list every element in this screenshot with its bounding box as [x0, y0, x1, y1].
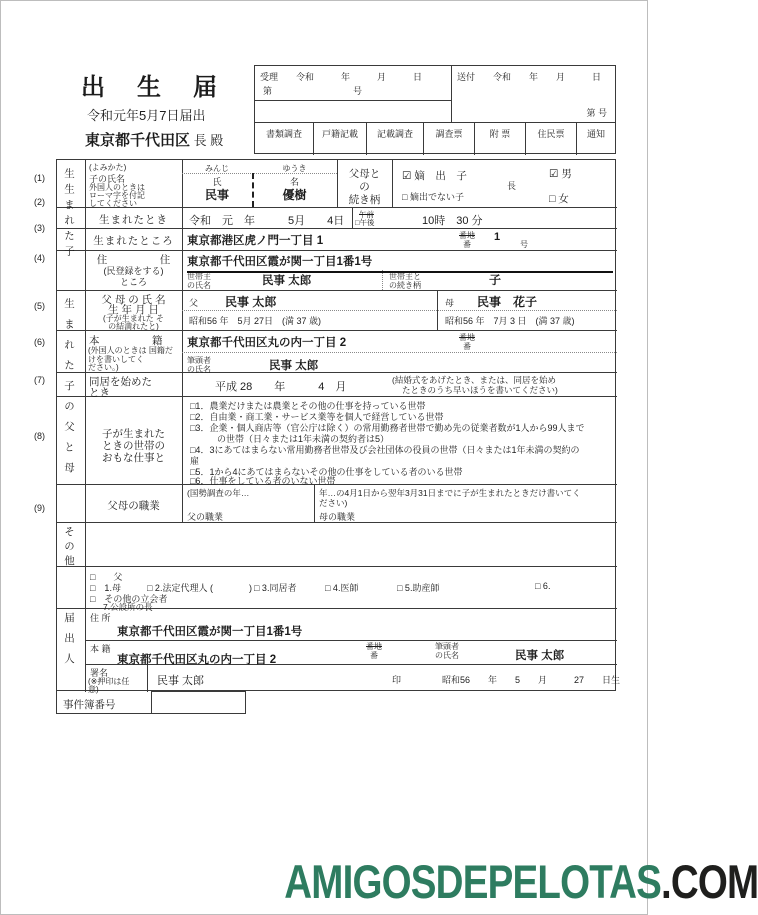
site-logo	[284, 855, 758, 908]
witness-cohabitant-checkbox[interactable]: □ 3.同居者	[254, 583, 297, 593]
recipient-suffix: 長 殿	[193, 133, 224, 148]
witness-other6-checkbox[interactable]: □ 6.	[535, 581, 551, 591]
sei-value[interactable]: 民事	[204, 188, 229, 202]
checked-checkbox-icon[interactable]: ☑	[549, 168, 559, 180]
stamp-juminhyo: 住民票	[526, 123, 577, 155]
form-title: 出 生 届	[81, 74, 221, 101]
checkbox-male[interactable]	[549, 166, 572, 181]
submit-date: 令和元年5月7日届出	[87, 108, 206, 123]
address-label-3: ところ	[119, 277, 147, 287]
margin-5: (5)	[34, 301, 45, 311]
go-label: 号	[520, 240, 528, 249]
empty-checkbox-icon[interactable]: □	[402, 192, 408, 202]
stamp-shorui: 書類調査	[255, 123, 314, 155]
mei-value[interactable]: 優樹	[282, 188, 307, 202]
recipient-city: 東京都千代田区	[85, 132, 191, 149]
mother-occupation-label[interactable]: 母の職業	[319, 512, 356, 522]
address-label-1: 住 住	[96, 254, 171, 266]
main-table	[56, 159, 621, 694]
householder-relation-label-1: 世帯主と	[389, 272, 421, 281]
stamp-row	[255, 122, 615, 155]
honseki-ban-label: 番	[463, 342, 471, 351]
witness-mother-checkbox[interactable]: □ 1.母	[90, 583, 121, 593]
margin-1: (1)	[34, 173, 45, 183]
stamp-tsuchi: 通知	[586, 129, 605, 139]
signature-value[interactable]: 民事 太郎	[157, 675, 205, 687]
checkbox-legitimate-child[interactable]	[402, 168, 467, 183]
work-option-5[interactable]: □5．1から4にあてはまらないその他の仕事をしている者のいる世帯	[190, 467, 463, 477]
father-dob[interactable]: 昭和56 年 5月 27日 (満 37 歳)	[189, 316, 322, 326]
occupation-note-2b: ださい)	[319, 498, 348, 508]
mei-label: 名	[289, 177, 299, 187]
father-name[interactable]: 民事 太郎	[225, 295, 277, 309]
parents-label-2: 生 年 月 日	[108, 304, 159, 316]
hittousha-label-1: 筆頭者	[187, 356, 211, 365]
work-option-3b: の世帯（日々または1年未満の契約者は5）	[190, 434, 390, 444]
side-label-notifier: 届出人	[63, 612, 75, 674]
witness-father-checkbox[interactable]: □ 父	[90, 572, 123, 582]
empty-checkbox-icon[interactable]: □	[549, 193, 556, 205]
notifier-hittousha-label-2: の氏名	[435, 651, 459, 660]
child-name-label-4: してください	[89, 199, 137, 208]
logo-text-dark: .COM	[661, 855, 758, 908]
work-option-6[interactable]: □6．仕事をしている者のいない世帯	[190, 476, 336, 486]
checkbox-illegitimate-child[interactable]	[402, 190, 464, 203]
witness-public-office-label: 7.公設所の長	[103, 602, 153, 612]
birth-time-clock[interactable]: 10時 30 分	[422, 215, 483, 227]
notifier-hittousha-value[interactable]: 民事 太郎	[515, 650, 565, 662]
case-number-label: 事件簿番号	[63, 699, 116, 711]
notifier-honseki-label: 本 籍	[90, 644, 111, 654]
relation-label-1: 父母と	[348, 168, 381, 180]
logo-text-green: AMIGOSDEPELOTAS	[284, 855, 662, 908]
notifier-ban-label: 番	[370, 651, 378, 660]
parents-label-3: (子が生まれた そ	[103, 314, 164, 323]
parents-label-4: の結満れたと)	[108, 322, 159, 331]
notifier-address-value[interactable]: 東京都千代田区霞が関一丁目1番1号	[117, 626, 303, 638]
sofu-line1: 送付 令和 年 月 日	[457, 72, 602, 82]
stamp-chosa: 調査票	[424, 123, 475, 155]
notifier-hittousha-label-1: 筆頭者	[435, 642, 459, 651]
occupation-label: 父母の職業	[107, 500, 160, 512]
cohabit-label-1: 同居を始めた	[89, 376, 152, 388]
legitimate-child-label: 嫡 出 子	[414, 170, 467, 182]
notifier-address-label: 住 所	[90, 613, 111, 623]
checked-checkbox-icon[interactable]: ☑	[402, 170, 412, 182]
furigana-sei: みんじ	[205, 164, 229, 173]
male-label: 男	[561, 168, 572, 180]
father-occupation-label[interactable]: 父の職業	[187, 512, 224, 522]
householder-label-1: 世帯主	[187, 272, 211, 281]
margin-9: (9)	[34, 503, 45, 513]
ban-label: 番	[463, 240, 471, 249]
work-option-1[interactable]: □1．農業だけまたは農業とその他の仕事を持っている世帯	[190, 401, 426, 411]
honseki-label-3: けを書いしてく	[88, 355, 144, 364]
female-label: 女	[558, 193, 569, 205]
sofu-daigo: 第 号	[586, 108, 607, 118]
recipient	[85, 129, 223, 150]
yomikata-label: (よみかた)	[89, 163, 127, 172]
am-label[interactable]: 午前	[359, 210, 374, 219]
work-label-3: おもな仕事と	[102, 452, 165, 464]
cohabit-note-2: たときのうち早いほうを書いてください)	[402, 385, 558, 395]
work-label-1: 子が生まれた	[102, 428, 165, 440]
notifier-honseki-value[interactable]: 東京都千代田区丸の内一丁目 2	[117, 654, 277, 666]
witness-legal-rep-checkbox[interactable]: □ 2.法定代理人 ( )	[147, 583, 252, 593]
reception-table	[254, 65, 616, 154]
address-value[interactable]: 東京都千代田区霞が関一丁目1番1号	[187, 253, 613, 273]
parents-label-1: 父 母 の 氏 名	[101, 294, 166, 306]
notifier-dob[interactable]: 昭和56 年 5 月 27 日生	[442, 675, 621, 685]
relation-label-2: の	[359, 181, 370, 193]
checkbox-female[interactable]	[549, 191, 569, 206]
birth-place-label: 生まれたところ	[93, 235, 174, 247]
witness-midwife-checkbox[interactable]: □ 5.助産師	[397, 583, 440, 593]
honseki-label-1: 本 籍	[89, 335, 163, 347]
notifier-banchi-struck: 番地	[366, 642, 382, 651]
child-name-label-1: 子の氏名	[89, 174, 126, 184]
juri-line2: 第 号	[263, 86, 363, 96]
birth-time-label: 生まれたとき	[99, 214, 168, 226]
banchi-struck: 番地	[459, 231, 475, 240]
birth-time-value[interactable]: 令和 元 年 5月 4日	[189, 215, 345, 227]
case-number-cell	[56, 691, 151, 714]
father-label: 父	[189, 298, 199, 308]
margin-4: (4)	[34, 253, 45, 263]
mother-dob[interactable]: 昭和56 年 7月 3 日 (満 37 歳)	[445, 316, 575, 326]
stamp-fuhyo: 附 票	[475, 123, 526, 155]
sei-label: 氏	[212, 177, 222, 187]
householder-relation-value[interactable]: 子	[489, 273, 502, 287]
witness-other-attendant-checkbox[interactable]: □ その他の立会者	[90, 594, 168, 604]
child-name-label-2: 外国人のときは	[89, 183, 145, 192]
mother-name[interactable]: 民事 花子	[477, 295, 538, 309]
householder-value[interactable]: 民事 太郎	[262, 275, 312, 287]
householder-label-2: の氏名	[187, 281, 211, 290]
stamp-koseki: 戸籍記載	[314, 123, 367, 155]
honseki-label-4: ださい。)	[88, 363, 119, 372]
margin-6: (6)	[34, 337, 45, 347]
banchi-number[interactable]: 1	[494, 231, 501, 243]
side-label-other: その他	[63, 526, 75, 570]
illegitimate-child-label: 嫡出でない子	[409, 192, 464, 202]
birth-place-value[interactable]: 東京都港区虎ノ門一丁目 1	[187, 235, 324, 247]
mother-label: 母	[445, 298, 455, 308]
signature-note-1: (※押印は任	[88, 677, 130, 686]
occupation-note-1: (国勢調査の年…	[187, 488, 250, 498]
witness-doctor-checkbox[interactable]: □ 4.医師	[325, 583, 359, 593]
work-label-2: ときの世帯の	[102, 440, 165, 452]
work-option-4b: 雇	[190, 456, 200, 466]
signature-note-2: 意)	[88, 685, 99, 694]
occupation-note-2a: 年…の4月1日から翌年3月31日までに子が生まれたときだけ書いてく	[319, 488, 581, 498]
work-option-2[interactable]: □2．自由業・商工業・サービス業等を個人で経営している世帯	[190, 412, 444, 422]
margin-3: (3)	[34, 223, 45, 233]
margin-7: (7)	[34, 375, 45, 385]
furigana-mei: ゆうき	[282, 164, 307, 173]
case-number-box[interactable]	[151, 691, 246, 714]
hittousha-value[interactable]: 民事 太郎	[269, 360, 319, 372]
cohabit-value[interactable]: 平成 28 年 4 月	[215, 381, 347, 393]
child-name-label-3: ローマ字を付記	[89, 191, 145, 200]
honseki-banchi-struck: 番地	[459, 333, 475, 342]
margin-2: (2)	[34, 197, 45, 207]
juri-line1: 受理 令和 年 月 日	[260, 72, 423, 82]
hittousha-label-2: の氏名	[187, 365, 211, 374]
side-label-parents: 生まれた子の父と母	[63, 298, 75, 483]
seal-mark[interactable]: 印	[392, 675, 402, 685]
signature-label: 署名	[90, 668, 109, 678]
pm-checkbox[interactable]: □午後	[355, 218, 375, 227]
relation-label-3: 続き柄	[348, 194, 381, 206]
householder-relation-label-2: の続き柄	[389, 281, 421, 290]
cohabit-label-2: とき	[89, 387, 110, 399]
cohabit-note-1: (結婚式をあげたとき、または、同居を始め	[392, 375, 556, 385]
side-label-child: 生生まれた子	[63, 168, 75, 261]
chou-label: 長	[507, 181, 517, 191]
address-label-2: (民登録をする)	[103, 266, 164, 276]
stamp-kisai: 記載調査	[367, 123, 424, 155]
margin-8: (8)	[34, 431, 45, 441]
honseki-value[interactable]: 東京都千代田区丸の内一丁目 2	[187, 337, 347, 349]
work-option-3[interactable]: □3．企業・個人商店等（官公庁は除く）の常用勤務者世帯で勤め先の従業者数が1人から99人まで	[190, 423, 585, 433]
honseki-label-2: (外国人のときは 国籍だ	[88, 346, 173, 355]
work-option-4[interactable]: □4．3にあてはまらない常用勤務者世帯及び会社団体の役員の世帯（日々または1年未満の契約の	[190, 445, 580, 455]
